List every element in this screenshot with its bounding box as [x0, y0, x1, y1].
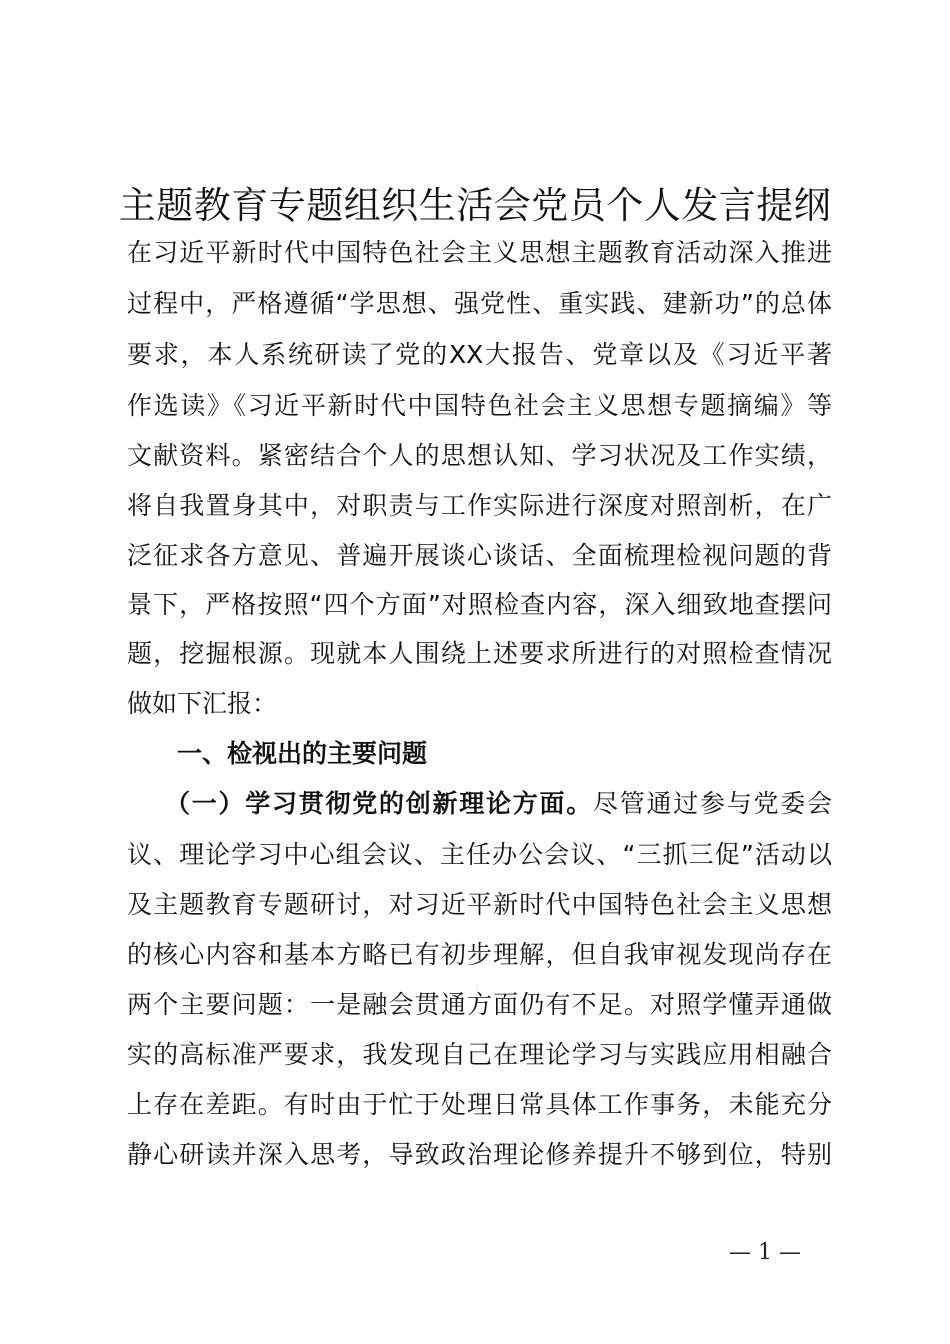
intro-line-9: 题，挖掘根源。现就本人围绕上述要求所进行的对照检查情况	[127, 639, 832, 668]
subsection-line-6: 实的高标准严要求，我发现自己在理论学习与实践应用相融合	[127, 1040, 832, 1069]
intro-line-6: 将自我置身其中，对职责与工作实际进行深度对照剖析，在广	[127, 491, 832, 520]
subsection-line-5: 两个主要问题：一是融会贯通方面仍有不足。对照学懂弄通做	[127, 990, 832, 1019]
page-number: — 1 —	[729, 1240, 801, 1265]
subsection-heading: （一）学习贯彻党的创新理论方面。	[165, 789, 593, 818]
intro-line-5: 文献资料。紧密结合个人的思想认知、学习状况及工作实绩，	[127, 441, 832, 470]
subsection-line-8: 静心研读并深入思考，导致政治理论修养提升不够到位，特别	[127, 1140, 832, 1169]
subsection-first-line-text: 尽管通过参与党委会	[592, 789, 832, 818]
intro-line-10: 做如下汇报：	[127, 689, 278, 718]
intro-line-1: 在习近平新时代中国特色社会主义思想主题教育活动深入推进	[127, 238, 832, 267]
intro-line-7: 泛征求各方意见、普遍开展谈心谈话、全面梳理检视问题的背	[127, 541, 832, 570]
section-heading: 一、检视出的主要问题	[177, 739, 428, 768]
intro-line-8: 景下，严格按照“四个方面”对照检查内容，深入细致地查摆问	[127, 590, 832, 619]
intro-line-3: 要求，本人系统研读了党的XX大报告、党章以及《习近平著	[127, 340, 832, 369]
subsection-first-line	[165, 787, 832, 821]
subsection-line-4: 的核心内容和基本方略已有初步理解，但自我审视发现尚存在	[127, 940, 832, 969]
subsection-line-7: 上存在差距。有时由于忙于处理日常具体工作事务，未能充分	[127, 1090, 832, 1119]
subsection-line-3: 及主题教育专题研讨，对习近平新时代中国特色社会主义思想	[127, 890, 832, 919]
subsection-line-2: 议、理论学习中心组会议、主任办公会议、“三抓三促”活动以	[127, 840, 832, 869]
document-title: 主题教育专题组织生活会党员个人发言提纲	[118, 184, 832, 227]
intro-line-2: 过程中，严格遵循“学思想、强党性、重实践、建新功”的总体	[127, 289, 832, 318]
intro-line-4: 作选读》《习近平新时代中国特色社会主义思想专题摘编》等	[127, 391, 832, 420]
